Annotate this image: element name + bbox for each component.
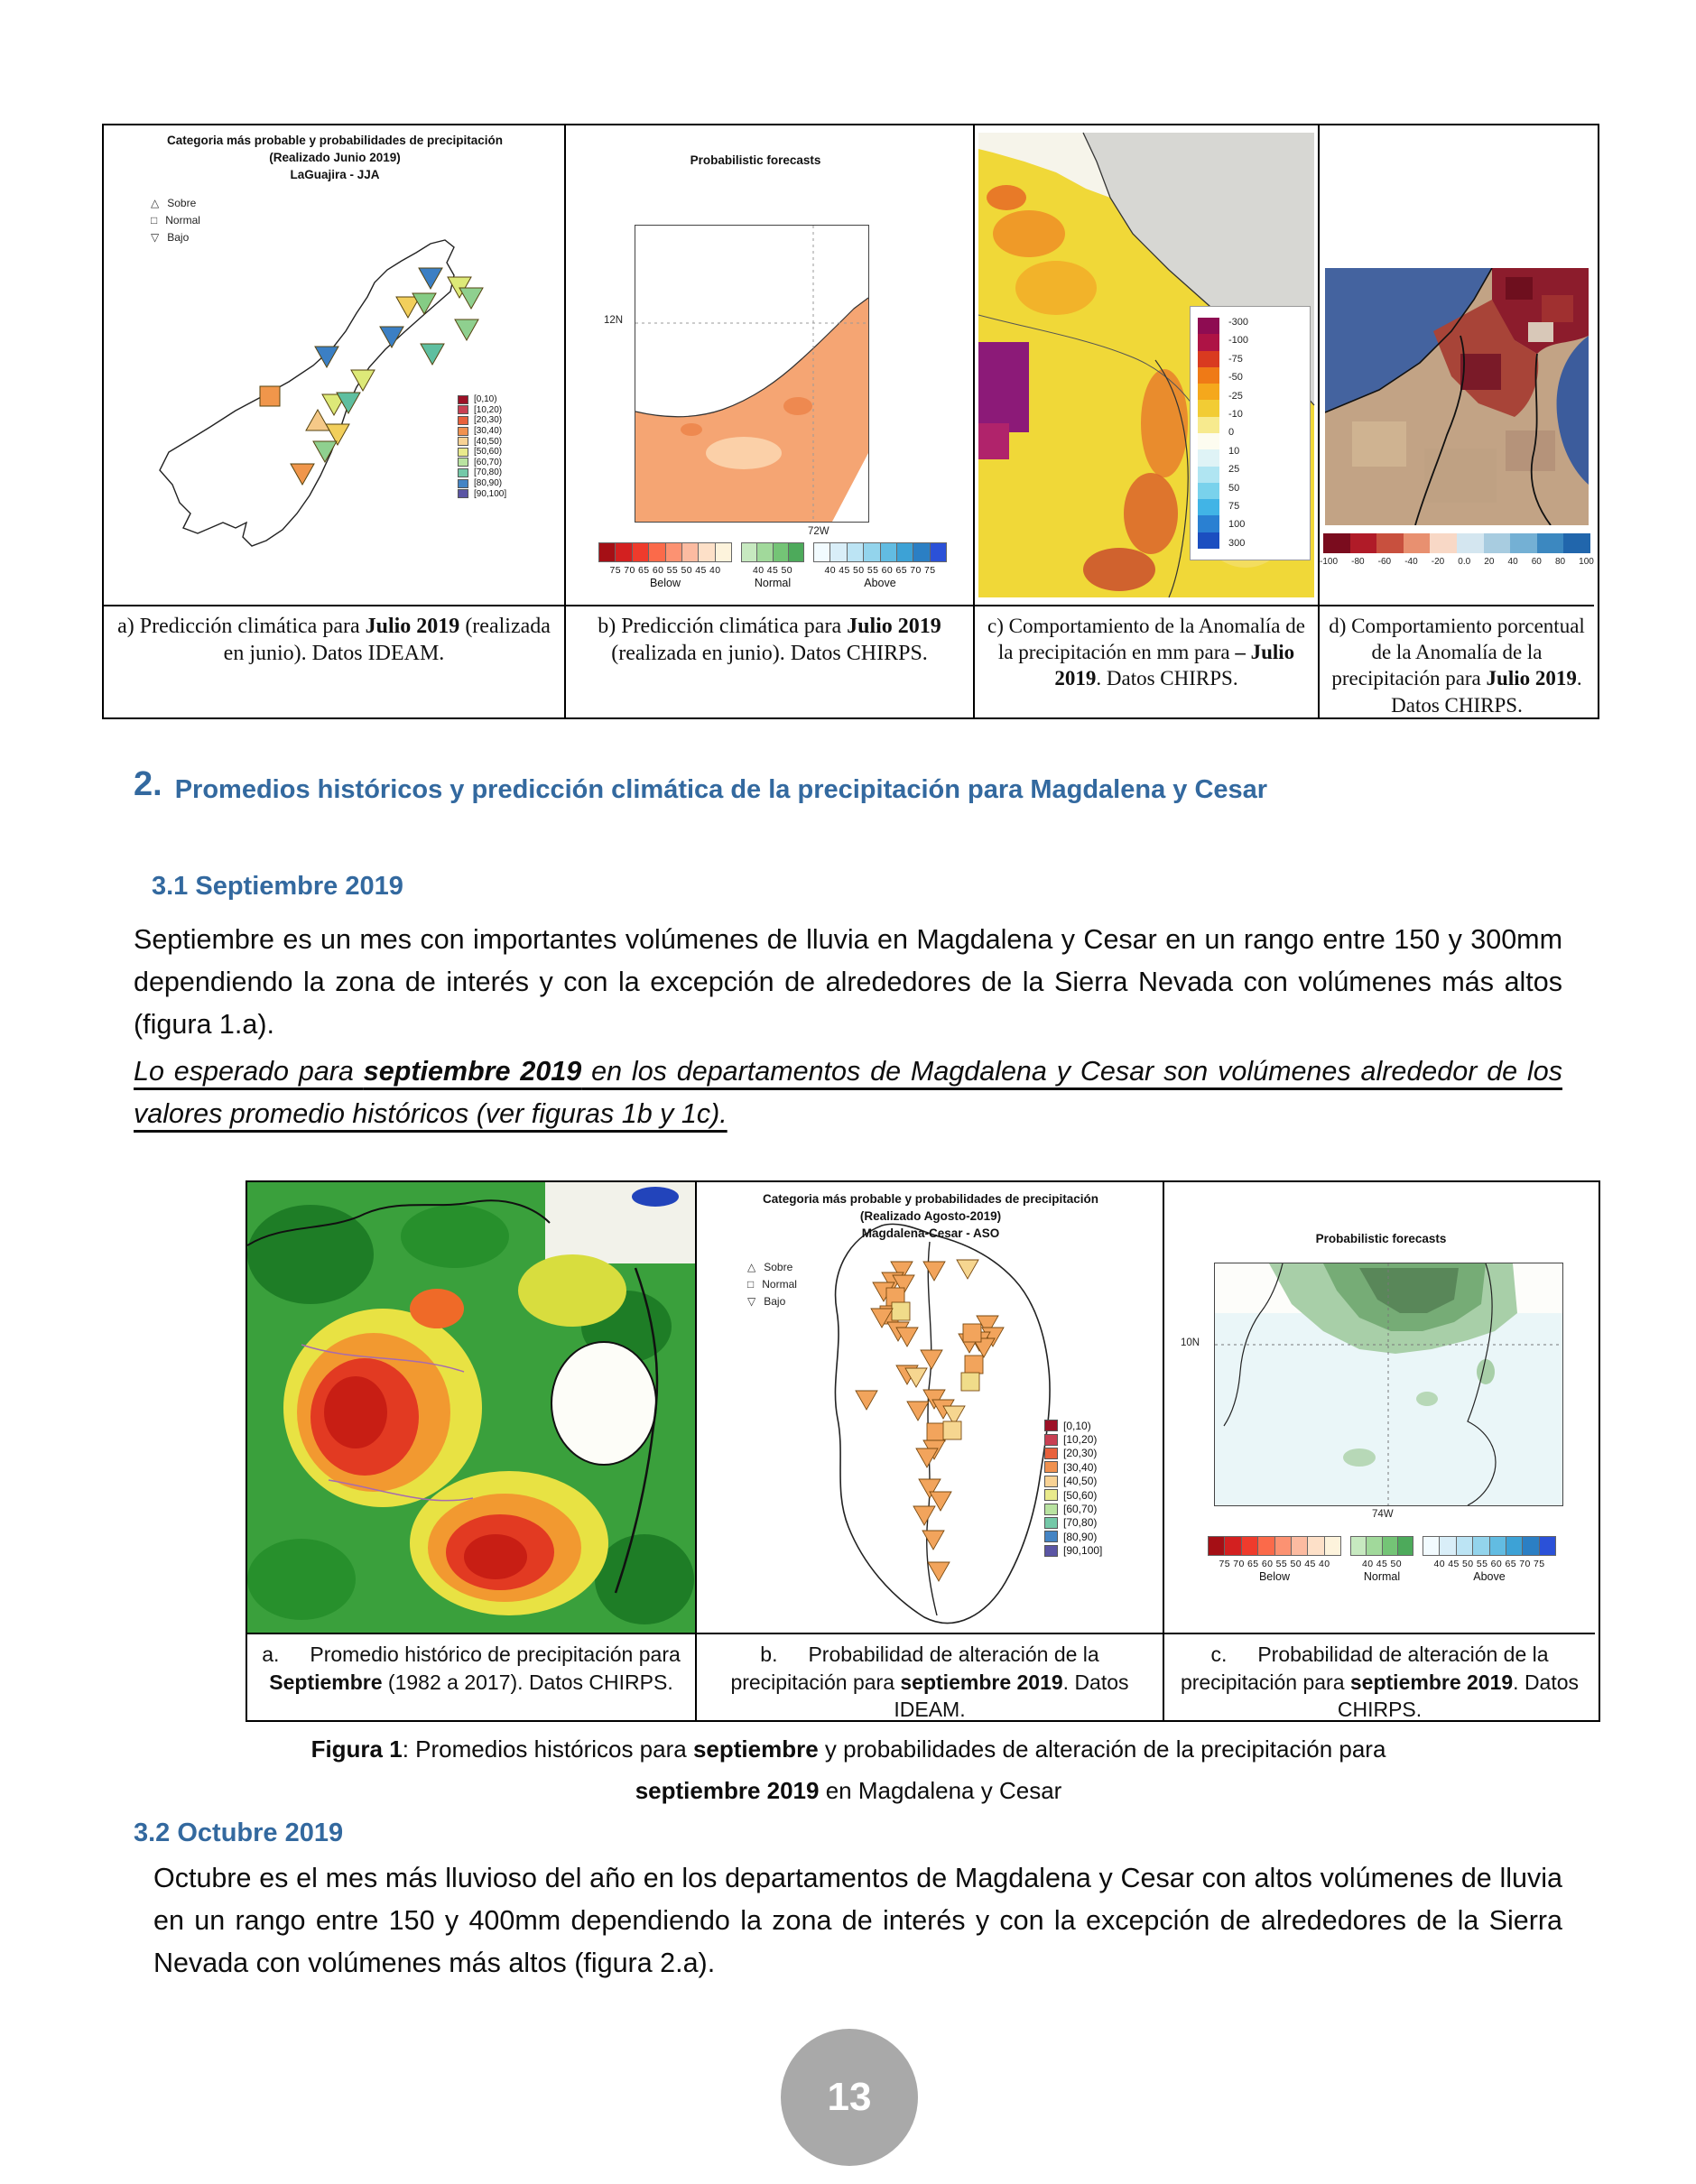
map-laguajira-ideam: [104, 125, 564, 605]
latitude-label: 10N: [1181, 1337, 1200, 1348]
caption-figura1-b: b. Probabilidad de alteración de la precipitación para septiembre 2019. Datos IDEAM.: [697, 1633, 1163, 1720]
figure-top-panel-b: [566, 125, 975, 717]
triangle-up-icon: △: [151, 196, 160, 209]
figura-1-panel-c: [1164, 1182, 1595, 1720]
section-3-1-heading: 3.1 Septiembre 2019: [152, 872, 403, 901]
forecast-map-frame: [635, 225, 869, 523]
promedio-historico-map-image: [247, 1182, 695, 1633]
section-3-2-heading: 3.2 Octubre 2019: [134, 1818, 344, 1847]
caption-panel-d: d) Comportamiento porcentual de la Anomalía de la precipitación para Julio 2019. Datos CHIRPS.: [1320, 605, 1594, 717]
caption-figura1-a: a. Promedio histórico de precipitación para Septiembre (1982 a 2017). Datos CHIRPS.: [247, 1633, 695, 1720]
anomaly-mm-colorbar: -300 -100 -75 -50 -25 -10 0 10 25 50 75 100 300: [1190, 306, 1311, 560]
figura-1-caption: Figura 1: Promedios históricos para septiembre y probabilidades de alteración de la precipitación para septiembre 2019 en Magdalena y Cesar: [310, 1735, 1386, 1804]
caption-panel-b: b) Predicción climática para Julio 2019 (realizada en junio). Datos CHIRPS.: [566, 605, 973, 717]
map-probabilistic-forecast-julio: [566, 125, 973, 605]
section-2-number: 2.: [134, 765, 162, 803]
figura-1-panel-b: [697, 1182, 1164, 1720]
figura1-panel-c-title: Probabilistic forecasts: [1315, 1232, 1447, 1245]
caption-figura1-c: c. Probabilidad de alteración de la precipitación para septiembre 2019. Datos CHIRPS.: [1164, 1633, 1595, 1720]
longitude-label: 72W: [808, 526, 829, 537]
figure-top-panel-c: [975, 125, 1320, 717]
latitude-label: 12N: [604, 315, 624, 326]
triangle-down-icon: ▽: [747, 1294, 756, 1308]
longitude-label: 74W: [1372, 1509, 1394, 1520]
probability-bins-legend: [0,10) [10,20) [20,30) [30,40) [40,50) [50,60) [60,70) [70,80) [80,90) [90,100]: [1044, 1419, 1102, 1558]
panel-a-title: Categoria más probable y probabilidades de precipitación (Realizado Junio 2019) LaGuajira - JJA: [166, 134, 504, 181]
map-promedio-historico: [247, 1182, 695, 1633]
forecast-colorbar: 75 70 65 60 55 50 45 40 Below 40 45 50 Normal 40 45 50 55 60 65 70 75 Above: [598, 542, 947, 589]
paragraph-septiembre: Septiembre es un mes con importantes volúmenes de lluvia en Magdalena y Cesar en un rango entre 150 y 300mm dependiendo la zona de interés y con la excepción de alrededores de la Sierra Nevada con volúmenes más altos (figura 1.a).: [134, 924, 1562, 1040]
anomaly-percent-colorbar: [1323, 533, 1590, 553]
figura1-panel-b-title: Categoria más probable y probabilidades de precipitación (Realizado Agosto-2019) Magdalena-Cesar - ASO: [762, 1192, 1099, 1240]
forecast-colorbar: 75 70 65 60 55 50 45 40 Below 40 45 50 Normal 40 45 50 55 60 65 70 75 Above: [1208, 1536, 1556, 1583]
triangle-down-icon: ▽: [151, 230, 160, 244]
section-2-title: Promedios históricos y predicción climática de la precipitación para Magdalena y Cesar: [174, 775, 1268, 804]
panel-b-title: Probabilistic forecasts: [690, 153, 821, 167]
magdalena-cesar-map-image: [697, 1182, 1163, 1633]
square-icon: □: [747, 1277, 755, 1291]
caption-panel-a: a) Predicción climática para Julio 2019 (realizada en junio). Datos IDEAM.: [104, 605, 564, 717]
page-number: 13: [827, 2075, 872, 2119]
map-magdalena-cesar-ideam: [697, 1182, 1163, 1633]
figura-1-table: [246, 1180, 1600, 1722]
map-probabilistic-forecast-septiembre: [1164, 1182, 1595, 1633]
anomaly-percent-map-image: [1325, 268, 1589, 525]
probability-bins-legend: [0,10) [10,20) [20,30) [30,40) [40,50) [50,60) [60,70) [70,80) [80,90) [90,100]: [458, 394, 506, 499]
forecast-map-image: [635, 226, 868, 522]
map-anomaly-mm: [975, 125, 1318, 605]
paragraph-esperado: Lo esperado para septiembre 2019 en los departamentos de Magdalena y Cesar son volúmenes alrededor de los valores promedio históricos (ver figuras 1b y 1c).: [134, 1056, 1563, 1129]
triangle-up-icon: △: [747, 1260, 756, 1273]
section-2-heading: [134, 767, 1493, 810]
square-icon: □: [151, 213, 158, 227]
map-anomaly-percent: [1320, 125, 1594, 605]
marker-legend: △ Sobre □ Normal ▽ Bajo: [151, 196, 200, 244]
figura-1-panel-a: [247, 1182, 697, 1720]
marker-legend: △ Sobre □ Normal ▽ Bajo: [747, 1260, 797, 1308]
anomaly-percent-ticks: -100 -80 -60 -40 -20 0.0 20 40 60 80 100: [1320, 557, 1594, 567]
figure-julio-2019-table: [102, 124, 1599, 719]
forecast-map-frame: [1214, 1263, 1563, 1506]
figure-top-panel-d: [1320, 125, 1594, 717]
page-number-badge: [781, 2029, 918, 2166]
figure-top-panel-a: [104, 125, 566, 717]
forecast-map-image: [1215, 1263, 1562, 1505]
paragraph-octubre: Octubre es el mes más lluvioso del año en los departamentos de Magdalena y Cesar con altos volúmenes de lluvia en un rango entre 150 y 400mm dependiendo la zona de interés y con la excepción de alrededores de la Sierra Nevada con volúmenes más altos (figura 2.a).: [153, 1863, 1562, 1978]
caption-panel-c: c) Comportamiento de la Anomalía de la precipitación en mm para – Julio 2019. Datos CHIRPS.: [975, 605, 1318, 717]
